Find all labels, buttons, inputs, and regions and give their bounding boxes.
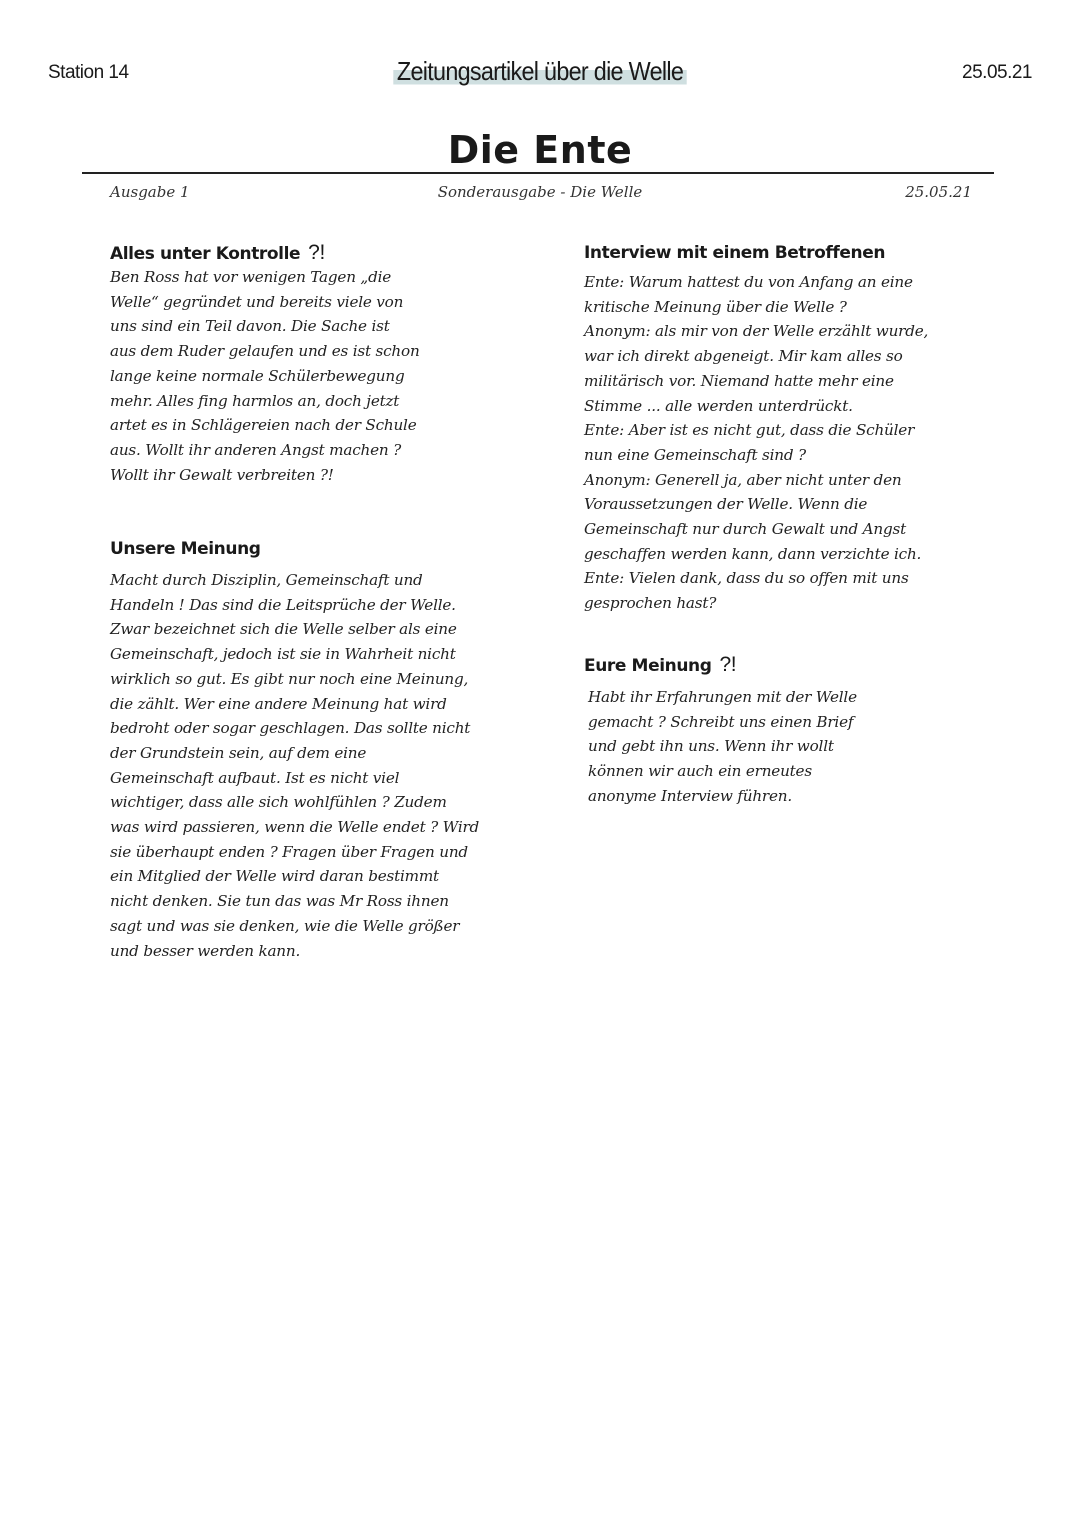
- heading-mark: ?!: [308, 241, 325, 264]
- article-body: Habt ihr Erfahrungen mit der Welle gemacht ? Schreibt uns einen Brief und gebt ihn uns. Wenn ihr wollt können wir auch ein erneutes anonyme Interview führen.: [588, 688, 857, 805]
- heading-text: Alles unter Kontrolle: [110, 244, 301, 264]
- article-body: Ente: Warum hattest du von Anfang an eine kritische Meinung über die Welle ? Anonym: als mir von der Welle erzählt wurde, war ich direkt abgeneigt. Mir kam alles so militärisch vor. Niemand hatte mehr eine Stimme ... alle werden unterdrückt. Ente: Aber ist es nicht gut, dass die Schüler nun eine Gemeinschaft sind ? Anonym: Generell ja, aber nicht unter den Voraussetzungen der Welle. Wenn die Gemeinschaft nur durch Gewalt und Angst geschaffen werden kann, dann verzichte ich. Ente: Vielen dank, dass du so offen mit uns gesprochen hast?: [584, 273, 929, 613]
- article-heading: [110, 242, 530, 265]
- article-unsere-meinung: [110, 538, 540, 963]
- article-eure-meinung: [584, 654, 1004, 809]
- article-body: Ben Ross hat vor wenigen Tagen „die Welle“ gegründet und bereits viele von uns sind ein Teil davon. Die Sache ist aus dem Ruder gelaufen und es ist schon lange keine normale Schülerbewegung mehr. Alles fing harmlos an, doch jetzt artet es in Schlägereien nach der Schule aus. Wollt ihr anderen Angst machen ? Wollt ihr Gewalt verbreiten ?!: [110, 268, 420, 484]
- article-body: Macht durch Disziplin, Gemeinschaft und Handeln ! Das sind die Leitsprüche der Welle. Zwar bezeichnet sich die Welle selber als eine Gemeinschaft, jedoch ist sie in Wahrheit nicht wirklich so gut. Es gibt nur noch eine Meinung, die zählt. Wer eine andere Meinung hat wird bedroht oder sogar geschlagen. Das sollte nicht der Grundstein sein, auf dem eine Gemeinschaft aufbaut. Ist es nicht viel wichtiger, dass alle sich wohlfühlen ? Zudem was wird passieren, wenn die Welle endet ? Wird sie überhaupt enden ? Fragen über Fragen und ein Mitglied der Welle wird daran bestimmt nicht denken. Sie tun das was Mr Ross ihnen sagt und was sie denken, wie die Welle größer und besser werden kann.: [110, 571, 480, 960]
- article-heading: [584, 654, 1004, 677]
- edition-label: Sonderausgabe - Die Welle: [437, 183, 643, 201]
- page-header: [0, 0, 1080, 110]
- article-heading: Interview mit einem Betroffenen: [584, 243, 886, 263]
- newspaper-title: Die Ente: [447, 128, 633, 172]
- issue-number: Ausgabe 1: [110, 183, 190, 201]
- topic-title: [0, 56, 1080, 87]
- article-alles-unter-kontrolle: [110, 242, 530, 487]
- article-heading: Unsere Meinung: [110, 539, 261, 559]
- heading-text: Eure Meinung: [584, 656, 712, 676]
- masthead-divider: [82, 172, 994, 174]
- edition-date: 25.05.21: [905, 183, 972, 201]
- header-date: 25.05.21: [962, 62, 1032, 83]
- article-interview: [584, 242, 1004, 616]
- station-label: Station 14: [48, 62, 129, 83]
- topic-title-highlight: Zeitungsartikel über die Welle: [393, 56, 686, 87]
- heading-mark: ?!: [719, 653, 737, 676]
